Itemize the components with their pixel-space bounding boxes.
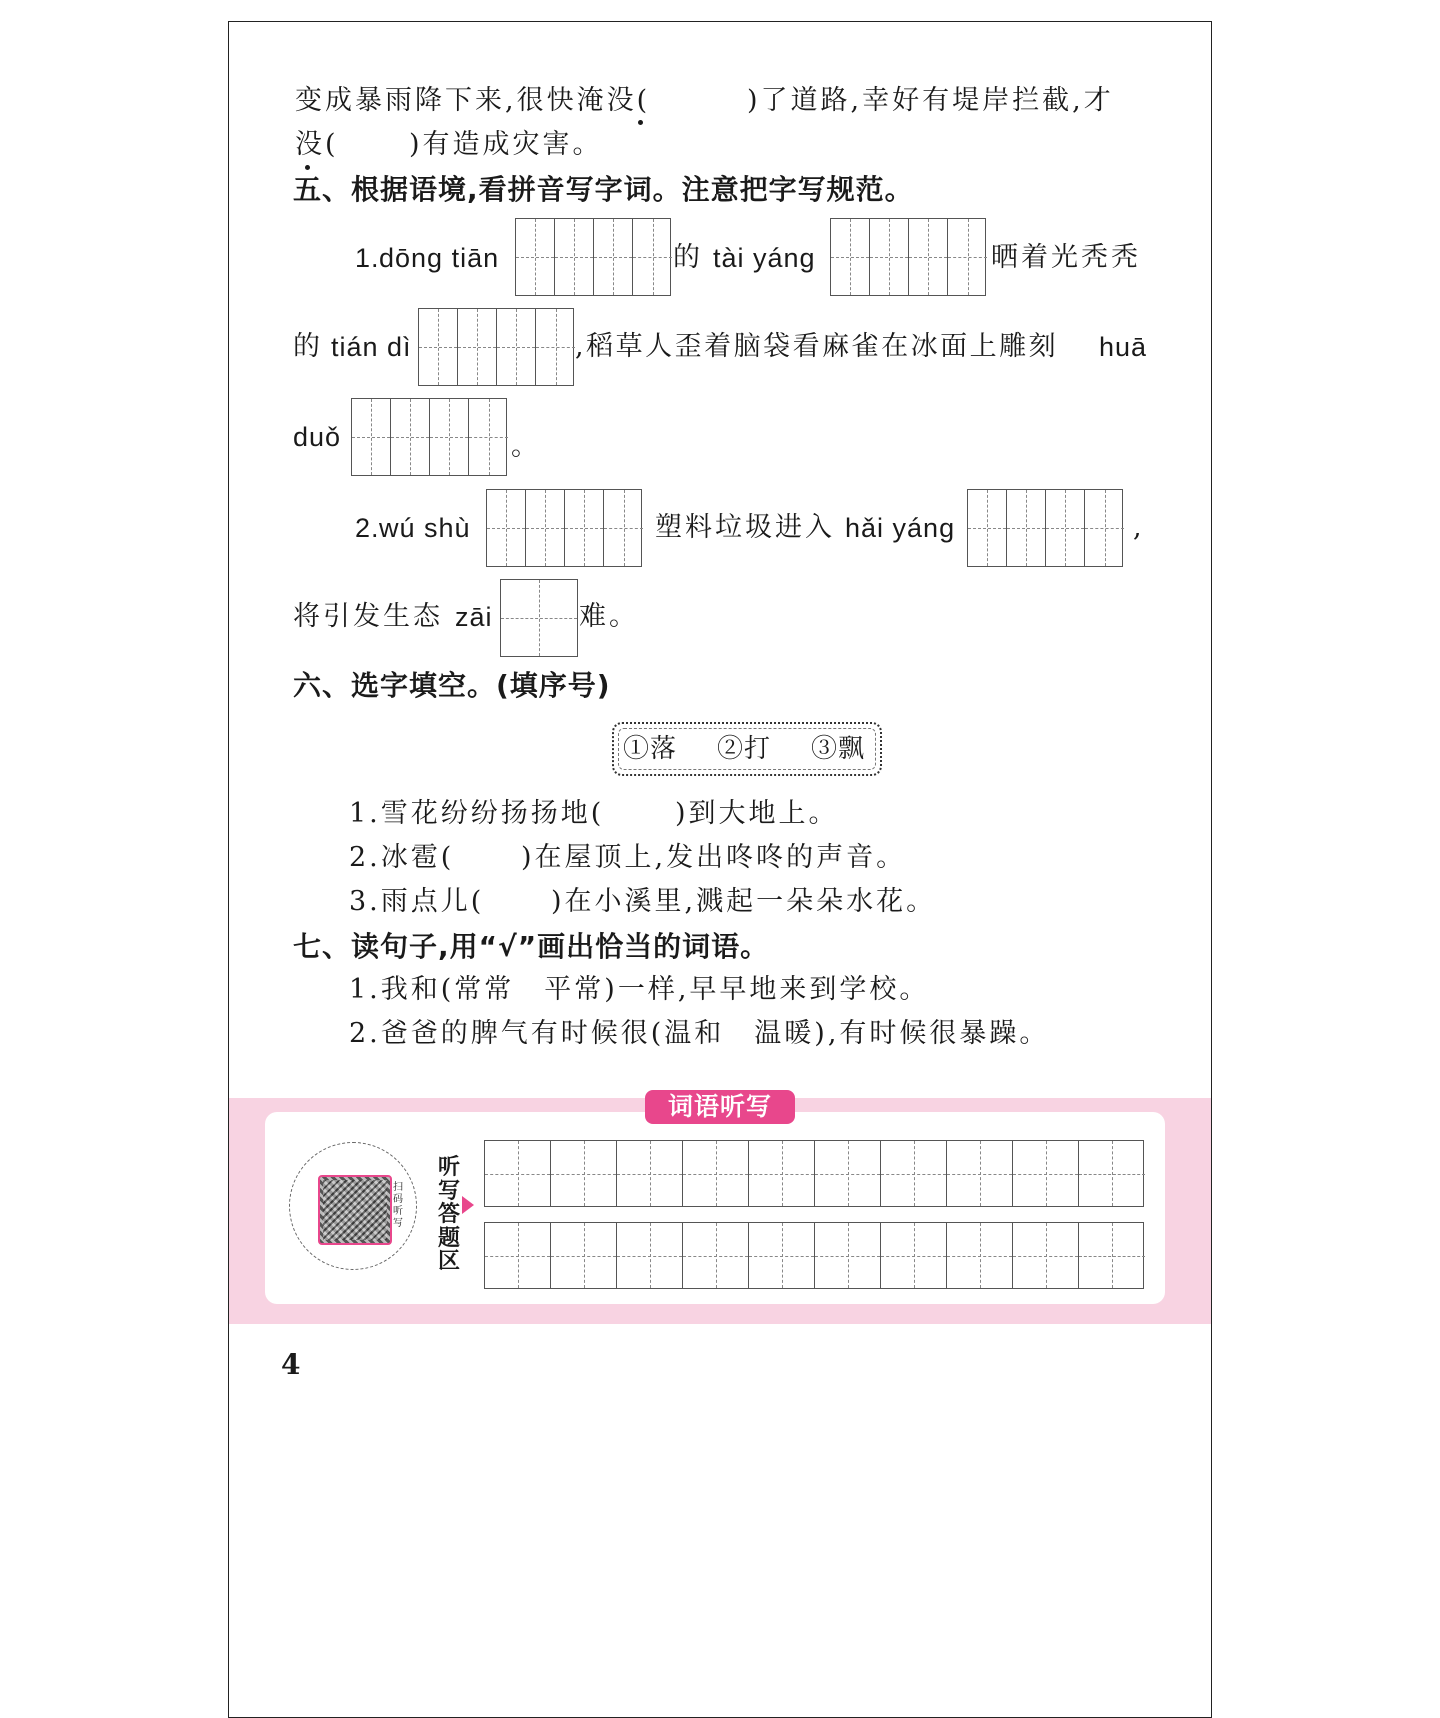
answer-grid-tiandi[interactable] xyxy=(418,308,574,386)
text-de-1: 的 xyxy=(673,242,703,273)
pinyin-tiandi: tián dì xyxy=(331,332,412,362)
choice-3: ③飘 xyxy=(811,734,866,764)
text-comma: , xyxy=(1133,512,1145,543)
pinyin-hua: huā xyxy=(1099,332,1148,362)
q5-item1-number: 1. xyxy=(355,243,380,273)
q6-s3-part1: 3.雨点儿( xyxy=(349,886,485,917)
dictation-area-label: 听写答题区 xyxy=(437,1155,460,1274)
qr-code-icon[interactable] xyxy=(318,1175,392,1245)
arrow-right-icon xyxy=(462,1196,474,1214)
q4-line2-part2: )有造成灾害。 xyxy=(409,129,603,160)
answer-grid-haiyang[interactable] xyxy=(967,489,1123,567)
q7-heading: 七、读句子,用“√”画出恰当的词语。 xyxy=(293,930,770,963)
answer-grid-huaduo[interactable] xyxy=(351,398,507,476)
q6-heading: 六、选字填空。(填序号) xyxy=(293,669,611,702)
text-jiang: 将引发生态 xyxy=(293,601,443,632)
dictation-row-1[interactable] xyxy=(484,1140,1144,1207)
q4-line1-part1: 变成暴雨降下来,很快淹没( xyxy=(295,85,651,116)
pinyin-duo: duǒ xyxy=(293,422,342,452)
q7-s1: 1.我和(常常 平常)一样,早早地来到学校。 xyxy=(349,974,930,1005)
q6-s3-part2: )在小溪里,溅起一朵朵水花。 xyxy=(551,886,937,917)
q7-s2: 2.爸爸的脾气有时候很(温和 温暖),有时候很暴躁。 xyxy=(349,1018,1050,1049)
workbook-page xyxy=(228,21,1212,1718)
q6-s1-part2: )到大地上。 xyxy=(675,798,839,829)
pinyin-wushu: wú shù xyxy=(379,513,471,543)
text-shaizhe: 晒着光秃秃 xyxy=(991,242,1141,273)
dictation-tab: 词语听写 xyxy=(645,1090,795,1124)
choice-1: ①落 xyxy=(623,734,678,764)
q4-line1-part2: )了道路,幸好有堤岸拦截,才 xyxy=(747,85,1114,116)
pinyin-taiyang: tài yáng xyxy=(713,243,816,273)
emphasis-dot xyxy=(638,120,643,125)
answer-grid-dongtian[interactable] xyxy=(515,218,671,296)
q4-line2-part1: 没( xyxy=(295,129,339,160)
text-middle: ,稻草人歪着脑袋看麻雀在冰面上雕刻 xyxy=(575,331,1059,362)
text-period: 。 xyxy=(511,431,541,462)
pinyin-dongtian: dōng tiān xyxy=(379,243,500,273)
pinyin-zai: zāi xyxy=(455,602,493,632)
q6-s1-part1: 1.雪花纷纷扬扬地( xyxy=(349,798,605,829)
scan-label: 扫码听写 xyxy=(393,1182,403,1229)
answer-grid-taiyang[interactable] xyxy=(830,218,986,296)
text-suliao: 塑料垃圾进入 xyxy=(655,512,835,543)
emphasis-dot xyxy=(305,165,310,170)
q6-s2-part1: 2.冰雹( xyxy=(349,842,455,873)
text-de-2: 的 xyxy=(293,331,323,362)
text-nan: 难。 xyxy=(579,601,639,632)
answer-grid-wushu[interactable] xyxy=(486,489,642,567)
page-number: 4 xyxy=(281,1348,301,1381)
choice-2: ②打 xyxy=(717,734,772,764)
q5-heading: 五、根据语境,看拼音写字词。注意把字写规范。 xyxy=(293,173,914,206)
q5-item2-number: 2. xyxy=(355,513,380,543)
answer-grid-zai[interactable] xyxy=(500,579,578,657)
q6-s2-part2: )在屋顶上,发出咚咚的声音。 xyxy=(521,842,907,873)
dictation-row-2[interactable] xyxy=(484,1222,1144,1289)
pinyin-haiyang: hǎi yáng xyxy=(845,513,956,543)
